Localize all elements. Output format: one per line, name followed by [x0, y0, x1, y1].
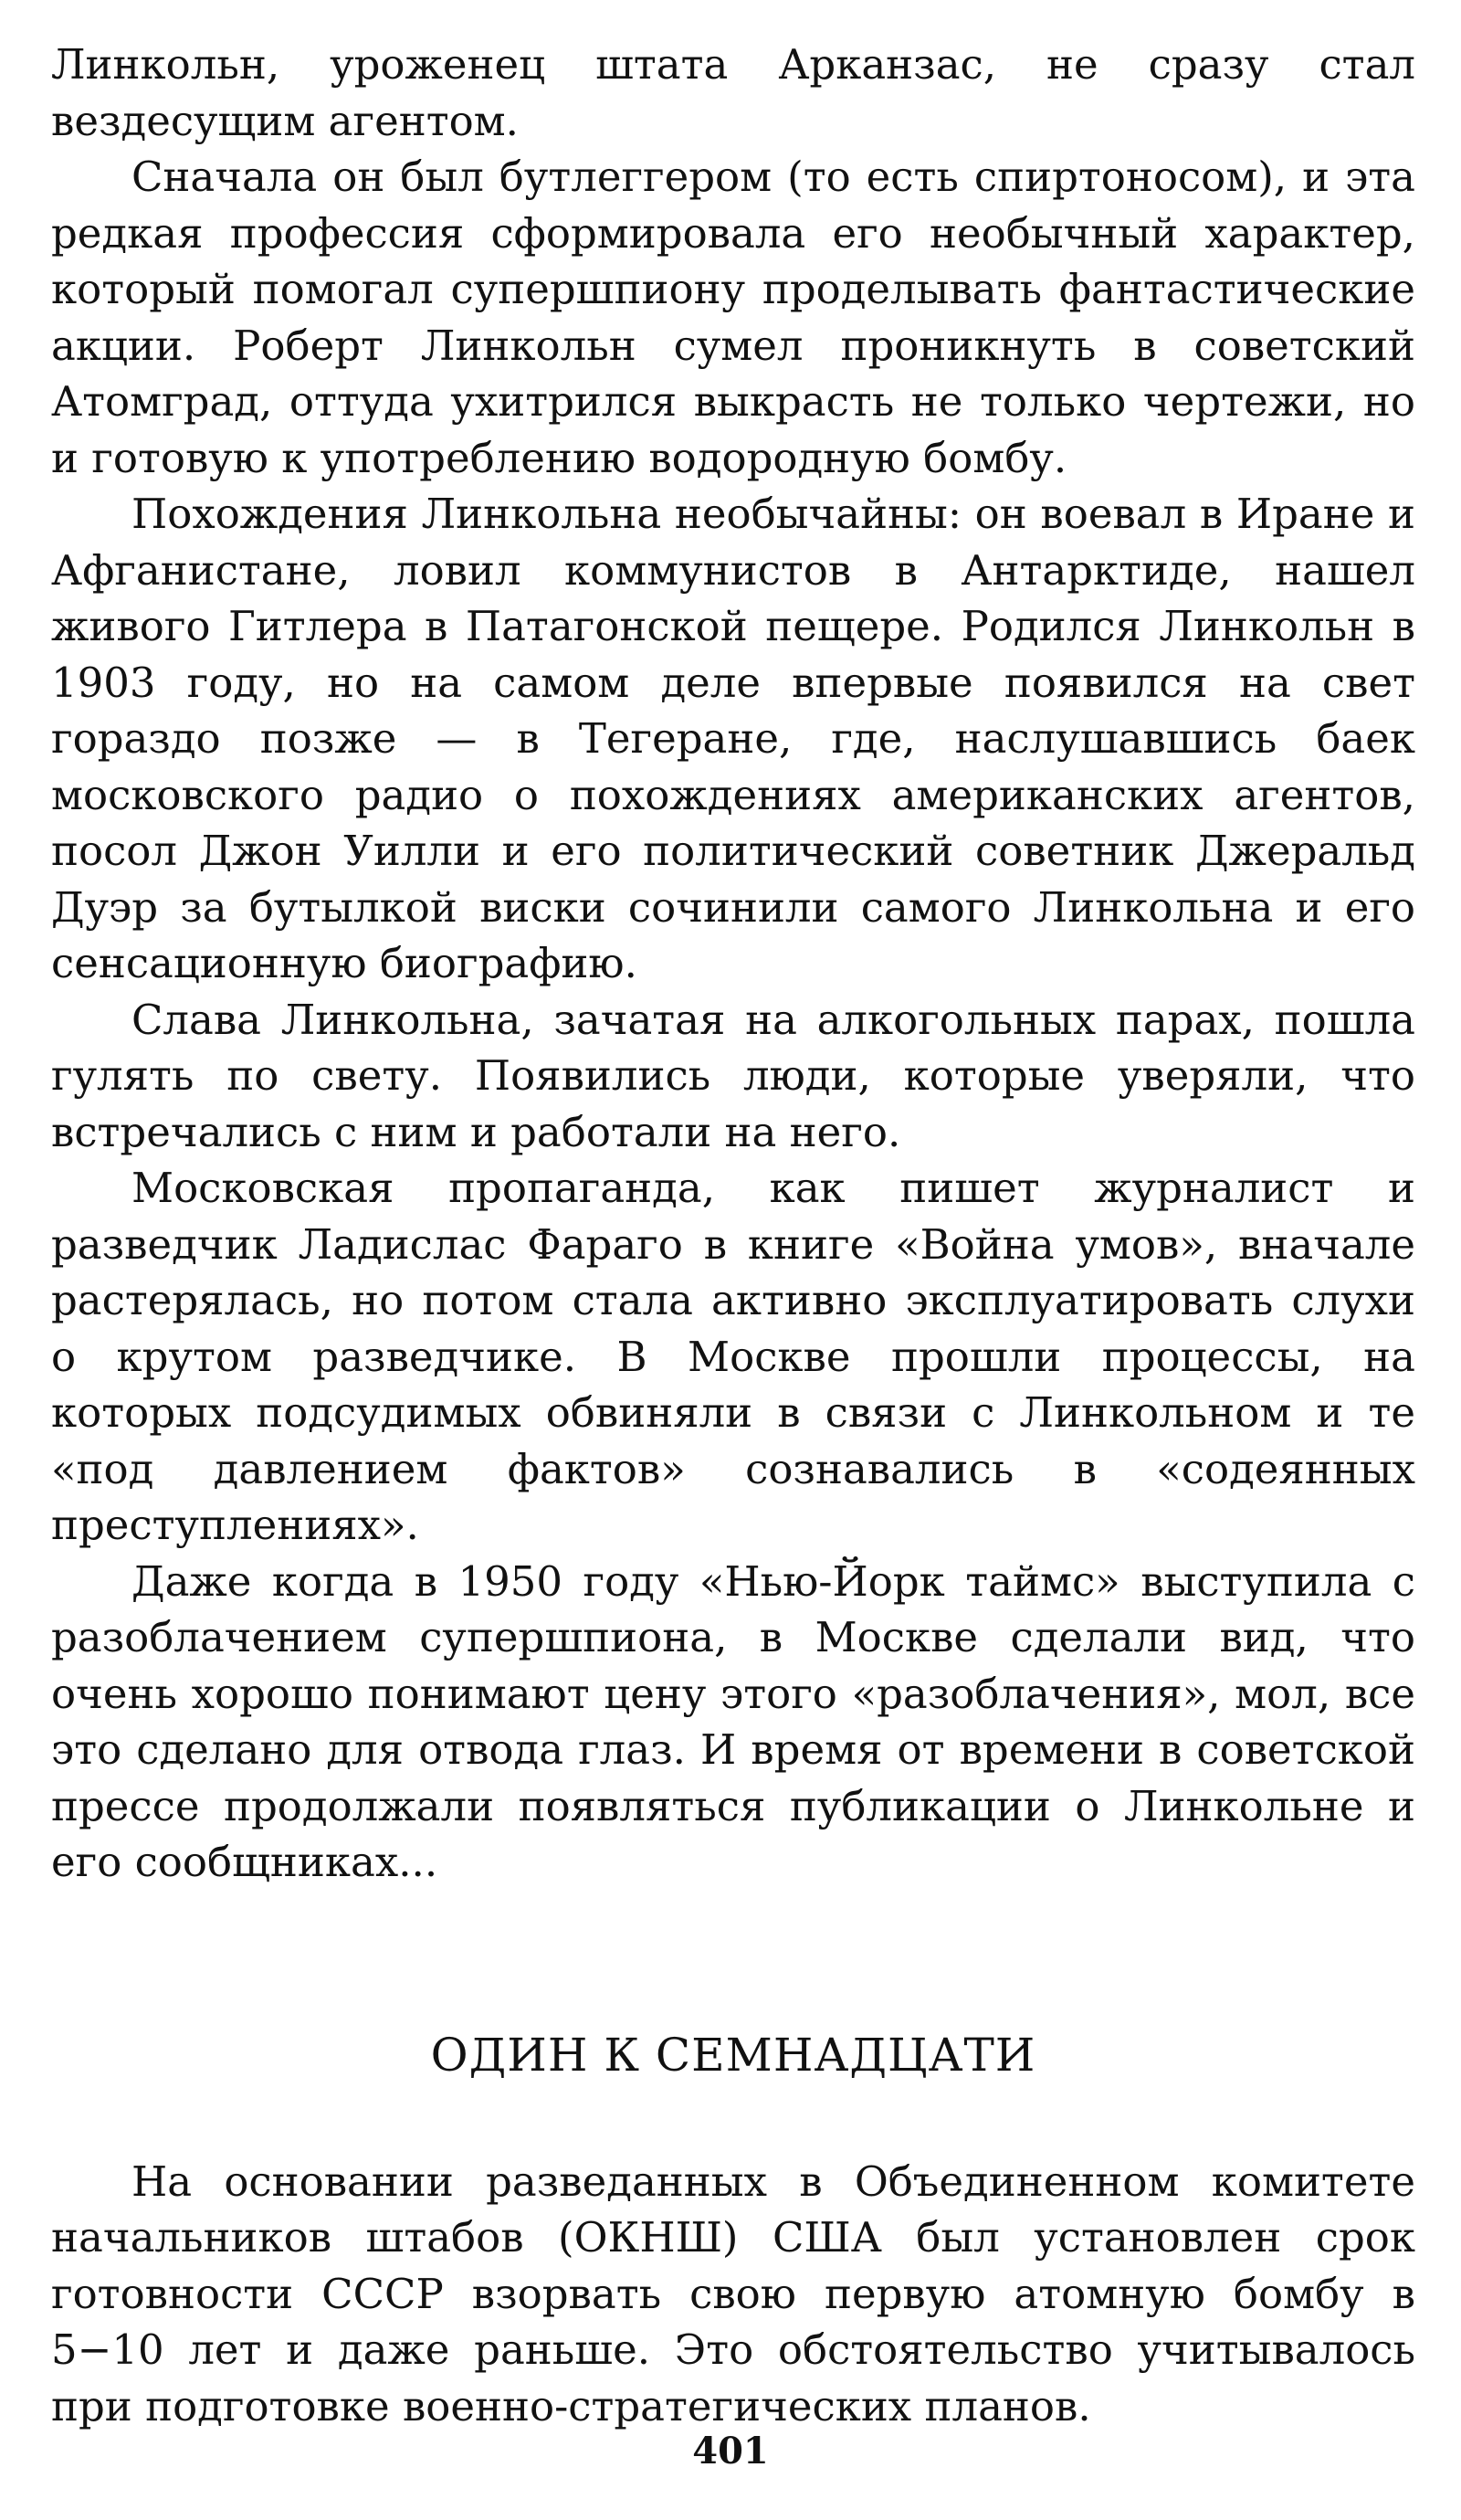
paragraph: На основании разведанных в Объединенном комитете начальников штабов (ОКНШ) США был установлен срок готовности СССР взорвать свою первую атомную бомбу в 5−10 лет и даже раньше. Это обстоятельство учитывалось при подготовке военно-стратегических планов. [51, 2156, 1415, 2430]
book-page [51, 37, 1415, 2434]
paragraph: Слава Линкольна, зачатая на алкогольных парах, пошла гулять по свету. Появились люди, которые уверяли, что встречались с ним и работали на него. [51, 995, 1415, 1156]
section-heading: ОДИН К СЕМНАДЦАТИ [430, 2028, 1036, 2082]
paragraph: Сначала он был бутлеггером (то есть спиртоносом), и эта редкая профессия сформировала его необычный характер, который помогал супершпиону проделывать фантастические акции. Роберт Линкольн сумел проникнуть в советский Атомград, оттуда ухитрился выкрасть не только чертежи, но и готовую к употреблению водородную бомбу. [51, 153, 1415, 482]
paragraph: Даже когда в 1950 году «Нью-Йорк таймс» выступила с разоблачением супершпиона, в Москве сделали вид, что очень хорошо понимают цену этого «разоблачения», мол, все это сделано для отвода глаз. И время от времени в советской прессе продолжали появляться публикации о Линкольне и его сообщниках... [51, 1556, 1415, 1886]
paragraph: Линкольн, уроженец штата Арканзас, не сразу стал вездесущим агентом. [51, 40, 1415, 145]
paragraph: Похождения Линкольна необычайны: он воевал в Иране и Афганистане, ловил коммунистов в Антарктиде, нашел живого Гитлера в Патагонской пещере. Родился Линкольн в 1903 году, но на самом деле впервые появился на свет гораздо позже — в Тегеране, где, наслушавшись баек московского радио о похождениях американских агентов, посол Джон Уилли и его политический советник Джеральд Дуэр за бутылкой виски сочинили самого Линкольна и его сенсационную биографию. [51, 490, 1415, 987]
page-number: 401 [692, 2430, 769, 2473]
paragraph: Московская пропаганда, как пишет журналист и разведчик Ладислас Фараго в книге «Война умов», вначале растерялась, но потом стала активно эксплуатировать слухи о крутом разведчике. В Москве прошли процессы, на которых подсудимых обвиняли в связи с Линкольном и те «под давлением фактов» сознавались в «содеянных преступлениях». [51, 1164, 1415, 1549]
